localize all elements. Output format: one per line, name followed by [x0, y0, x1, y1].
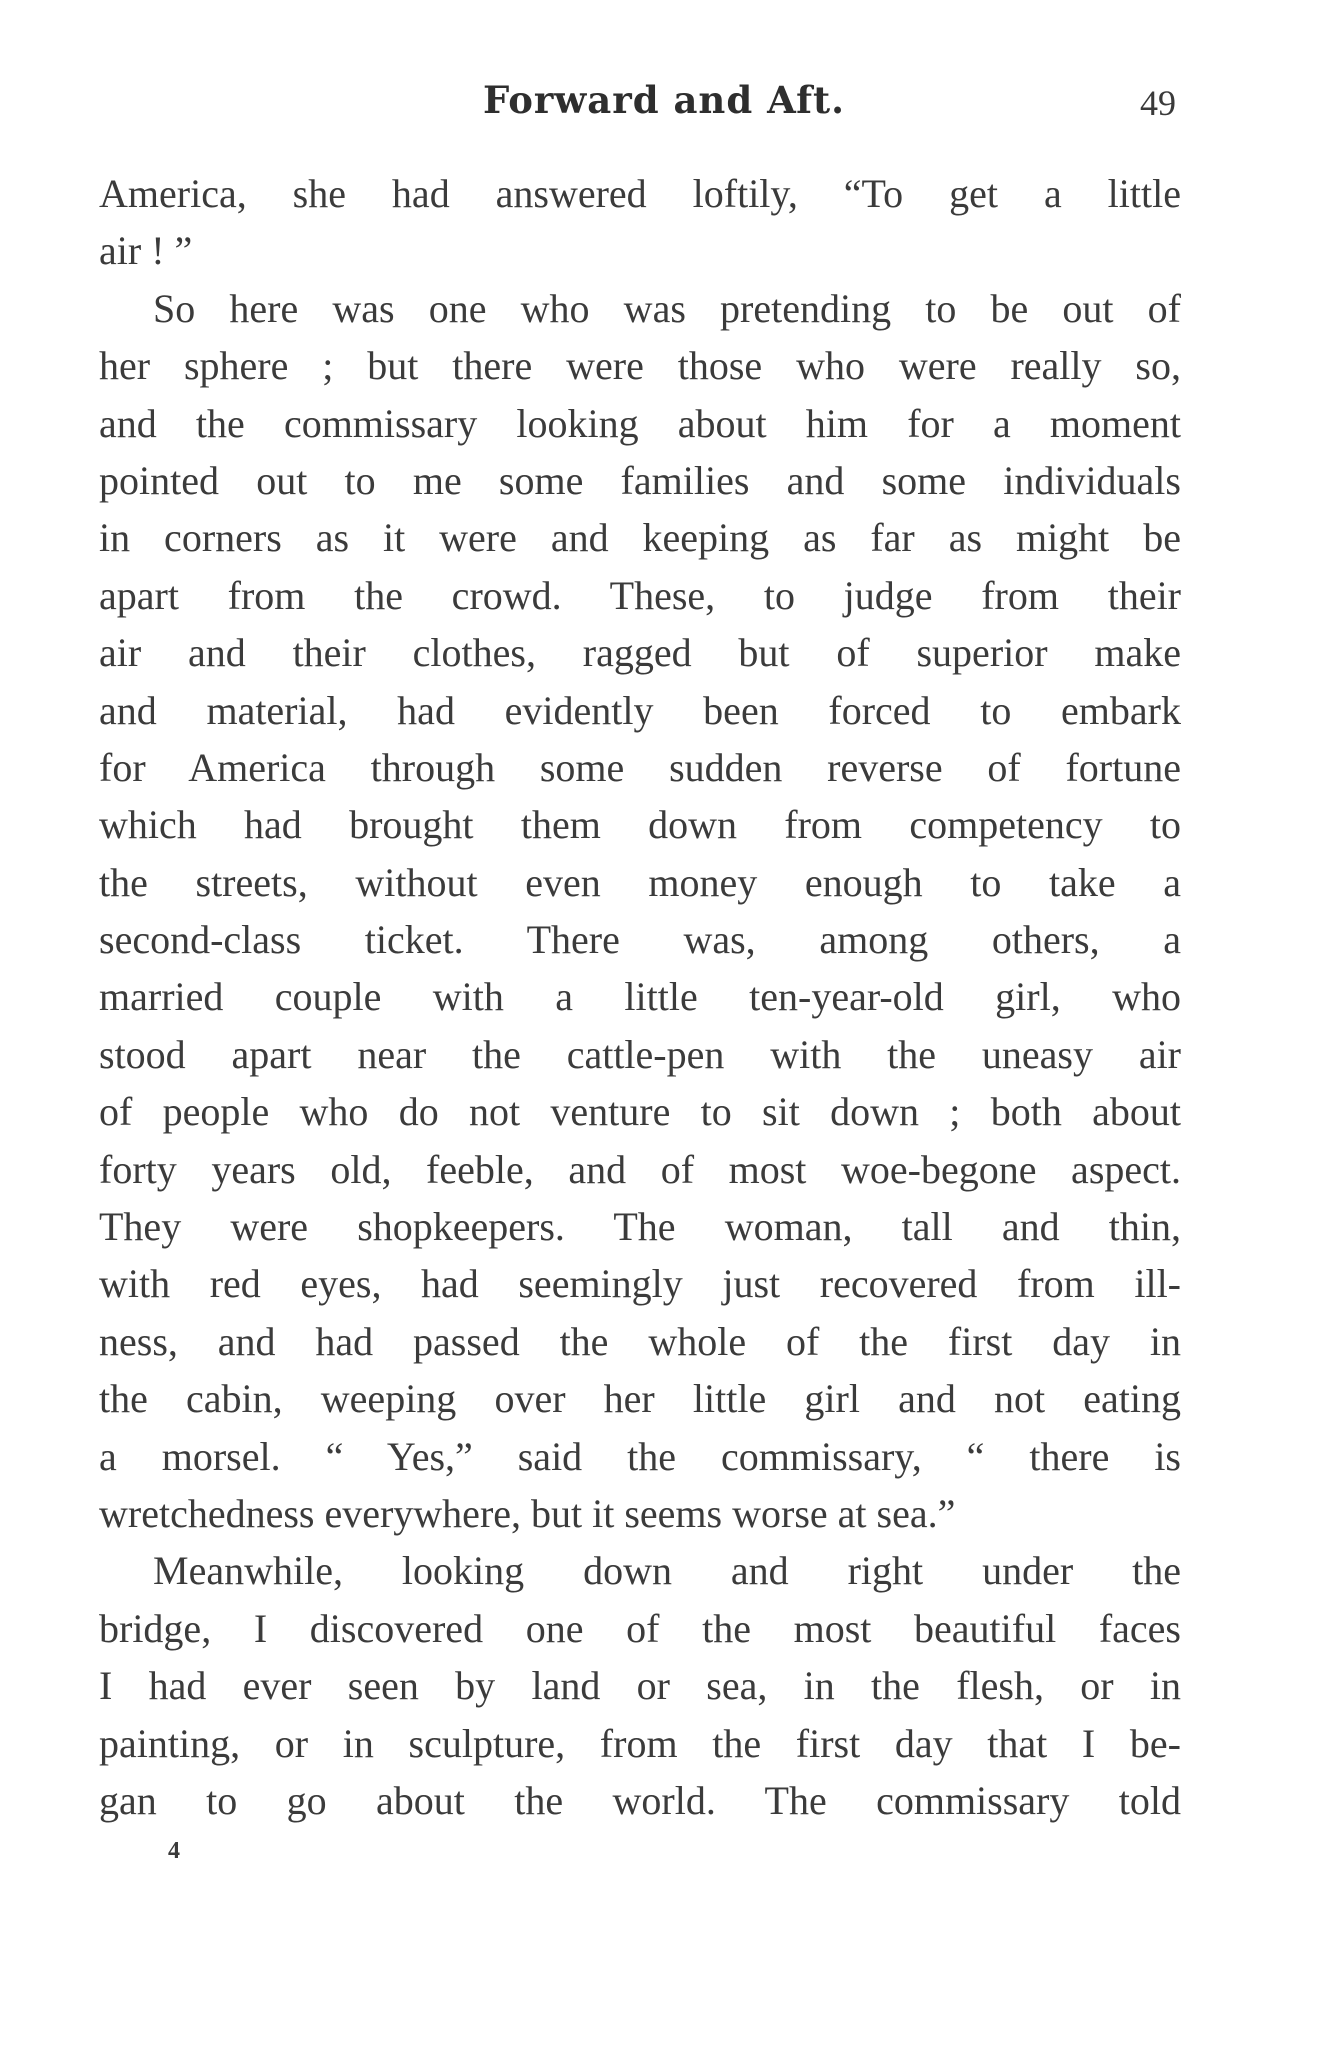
- text-line: with red eyes, had seemingly just recovered from ill-: [99, 1261, 1181, 1307]
- text-line: So here was one who was pretending to be out of: [153, 285, 1181, 331]
- text-line: gan to go about the world. The commissary told: [99, 1777, 1181, 1823]
- text-line: in corners as it were and keeping as far as might be: [99, 515, 1181, 561]
- text-line: bridge, I discovered one of the most beautiful faces: [99, 1605, 1181, 1651]
- signature-mark: 4: [168, 1838, 180, 1864]
- text-line: her sphere ; but there were those who were really so,: [99, 343, 1181, 389]
- text-line: married couple with a little ten-year-old girl, who: [99, 974, 1181, 1020]
- text-line: for America through some sudden reverse of fortune: [99, 744, 1181, 790]
- text-line: stood apart near the cattle-pen with the uneasy air: [99, 1031, 1181, 1077]
- text-line: They were shopkeepers. The woman, tall and thin,: [99, 1204, 1181, 1250]
- text-line: and the commissary looking about him for a moment: [99, 400, 1181, 446]
- text-line: apart from the crowd. These, to judge from their: [99, 572, 1181, 618]
- text-line: I had ever seen by land or sea, in the flesh, or in: [99, 1663, 1181, 1709]
- text-line: which had brought them down from competency to: [99, 802, 1181, 848]
- text-line: air and their clothes, ragged but of superior make: [99, 630, 1181, 676]
- running-head-title: Forward and Aft.: [482, 78, 846, 122]
- body-text: [99, 165, 1181, 1829]
- text-line: of people who do not venture to sit down ; both about: [99, 1089, 1181, 1135]
- text-line: a morsel. “ Yes,” said the commissary, “ there is: [99, 1433, 1181, 1479]
- text-line: the streets, without even money enough to take a: [99, 859, 1181, 905]
- text-line: painting, or in sculpture, from the first day that I be-: [99, 1720, 1181, 1766]
- text-line: the cabin, weeping over her little girl and not eating: [99, 1376, 1181, 1422]
- page-number: 49: [1140, 83, 1176, 123]
- text-line: pointed out to me some families and some individuals: [99, 457, 1181, 503]
- text-line: and material, had evidently been forced to embark: [99, 687, 1181, 733]
- text-line: air ! ”: [99, 228, 193, 274]
- text-line: wretchedness everywhere, but it seems worse at sea.”: [99, 1490, 956, 1536]
- text-line: ness, and had passed the whole of the first day in: [99, 1318, 1181, 1364]
- text-line: second-class ticket. There was, among others, a: [99, 917, 1181, 963]
- text-line: forty years old, feeble, and of most woe-begone aspect.: [99, 1146, 1181, 1192]
- text-line: Meanwhile, looking down and right under the: [153, 1548, 1181, 1594]
- text-line: America, she had answered loftily, “To get a little: [99, 171, 1181, 216]
